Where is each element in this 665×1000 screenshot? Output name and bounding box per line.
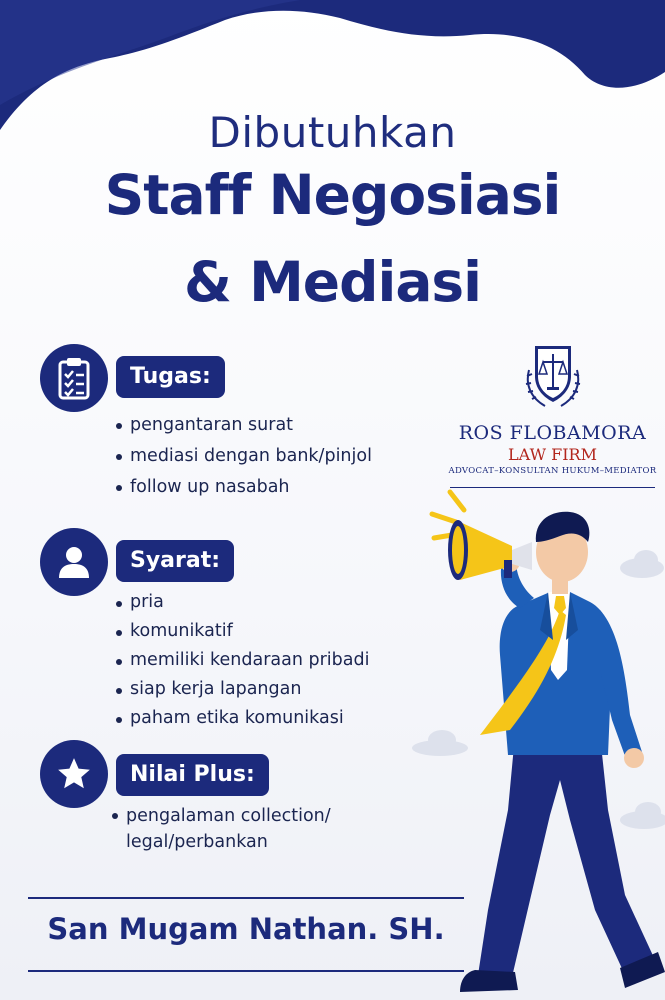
section-title-nilai-plus: Nilai Plus: (116, 754, 269, 796)
divider-top (28, 897, 464, 899)
list-item: mediasi dengan bank/pinjol (114, 441, 372, 472)
headline-line2: Staff Negosiasi (104, 163, 561, 227)
list-item: memiliki kendaraan pribadi (114, 646, 369, 675)
person-icon (40, 528, 108, 596)
firm-name: ROS FLOBAMORA (458, 422, 647, 444)
section-title-tugas: Tugas: (116, 356, 225, 398)
list-item: follow up nasabah (114, 472, 372, 503)
nilai-plus-text: pengalaman collection/ legal/perbankan (110, 803, 406, 855)
firm-tagline: ADVOCAT–KONSULTAN HUKUM–MEDIATOR (448, 466, 657, 476)
divider-bottom (28, 970, 464, 972)
list-item: pengantaran surat (114, 410, 372, 441)
man-with-megaphone-illustration (420, 480, 665, 1000)
scales-of-justice-icon (517, 340, 589, 412)
contact-name: San Mugam Nathan. SH. (47, 912, 445, 946)
list-item: komunikatif (114, 617, 369, 646)
list-item: pria (114, 588, 369, 617)
tugas-list (114, 410, 372, 503)
list-item: siap kerja lapangan (114, 675, 369, 704)
list-item: paham etika komunikasi (114, 704, 369, 733)
clipboard-icon (40, 344, 108, 412)
syarat-list (114, 588, 369, 733)
section-title-syarat: Syarat: (116, 540, 234, 582)
star-icon (40, 740, 108, 808)
headline-line3: & Mediasi (183, 250, 482, 314)
headline-line1: Dibutuhkan (208, 108, 457, 157)
firm-subtitle: LAW FIRM (508, 445, 597, 464)
